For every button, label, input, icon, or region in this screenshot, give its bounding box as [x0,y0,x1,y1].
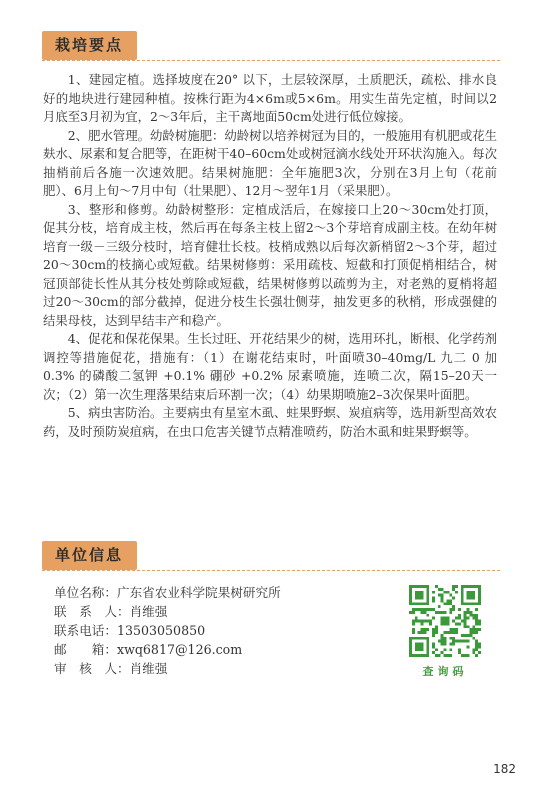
page-number: 182 [493,762,516,776]
section-title-cultivation: 栽培要点 [42,31,137,60]
phone-row [54,621,374,640]
paragraph-planting: 1、建园定植。选择坡度在20° 以下，土层较深厚，土质肥沃，疏松、排水良好的地块进行建园种植。按株行距为4×6m或5×6m。用实生苗先定植，时间以2月底至3月初为宜，2～3年后，主干离地面50cm处进行低位嫁接。 [43,72,497,124]
email-row [54,640,374,659]
section-title-unit: 单位信息 [42,541,137,570]
qr-code-icon [409,585,481,657]
cultivation-body [43,71,497,441]
reviewer-value: 肖维强 [129,661,168,676]
contact-row [54,602,374,621]
phone-value: 13503050850 [116,623,206,638]
paragraph-pruning: 3、整形和修剪。幼龄树整形：定植成活后，在嫁接口上20～30cm处打顶，促其分枝，培育成主枝，然后再在每条主枝上留2～3个芽培育成副主枝。在幼年树培育一级－三级分枝时，培育健壮长枝。枝梢成熟以后每次新梢留2～3个芽，超过20～30cm的枝摘心或短截。结果树修剪：采用疏枝、短截和打顶促梢相结合，树冠顶部徒长性从其分枝处剪除或短截，结果树修剪以疏剪为主，对老熟的夏梢将超过20～30cm的部分截掉，促进分枝生长强壮侧芽，抽发更多的秋梢，形成强健的结果母枝，达到早结丰产和稳产。 [43,201,497,328]
reviewer-label: 审 核 人： [54,661,130,676]
paragraph-pest-control: 5、病虫害防治。主要病虫有星室木虱、蛀果野螟、炭疽病等，选用新型高效农药，及时预防炭疽病，在虫口危害关键节点精准喷药，防治木虱和蛀果野螟等。 [43,405,497,439]
paragraph-fertilizer: 2、肥水管理。幼龄树施肥：幼龄树以培养树冠为目的，一般施用有机肥或花生麸水、尿素和复合肥等，在距树干40–60cm处或树冠滴水线处开环状沟施入。每次抽梢前后各施一次速效肥。结果树施肥：全年施肥3次，分别在3月上旬（花前肥）、6月上旬～7月中旬（壮果肥）、12月～翌年1月（采果肥）。 [43,127,497,198]
reviewer-row [54,659,374,678]
paragraph-flowering: 4、促花和保花保果。生长过旺、开花结果少的树，选用环扎，断根、化学药剂调控等措施促花，措施有：（1）在谢花结束时，叶面喷30–40mg/L 九二 0 加 0.3% 的磷酸二氢钾 +0.1% 硼砂 +0.2% 尿素喷施，连喷二次，隔15–20天一次；（2）第一次生理落果结束后环割一次；（4）幼果期喷施2–3次保果叶面肥。 [43,331,497,402]
qr-block [409,585,484,679]
section-divider [42,570,500,571]
email-label: 邮 箱： [54,642,117,657]
phone-label: 联系电话： [54,623,117,638]
unit-name-value: 广东省农业科学院果树研究所 [116,585,281,600]
contact-label: 联 系 人： [54,604,130,619]
section-divider [42,60,500,61]
unit-info [54,583,374,678]
unit-name-label: 单位名称： [54,585,117,600]
unit-name-row [54,583,374,602]
contact-value: 肖维强 [129,604,168,619]
email-value: xwq6817@126.com [116,642,243,657]
qr-caption: 查询码 [422,665,468,678]
